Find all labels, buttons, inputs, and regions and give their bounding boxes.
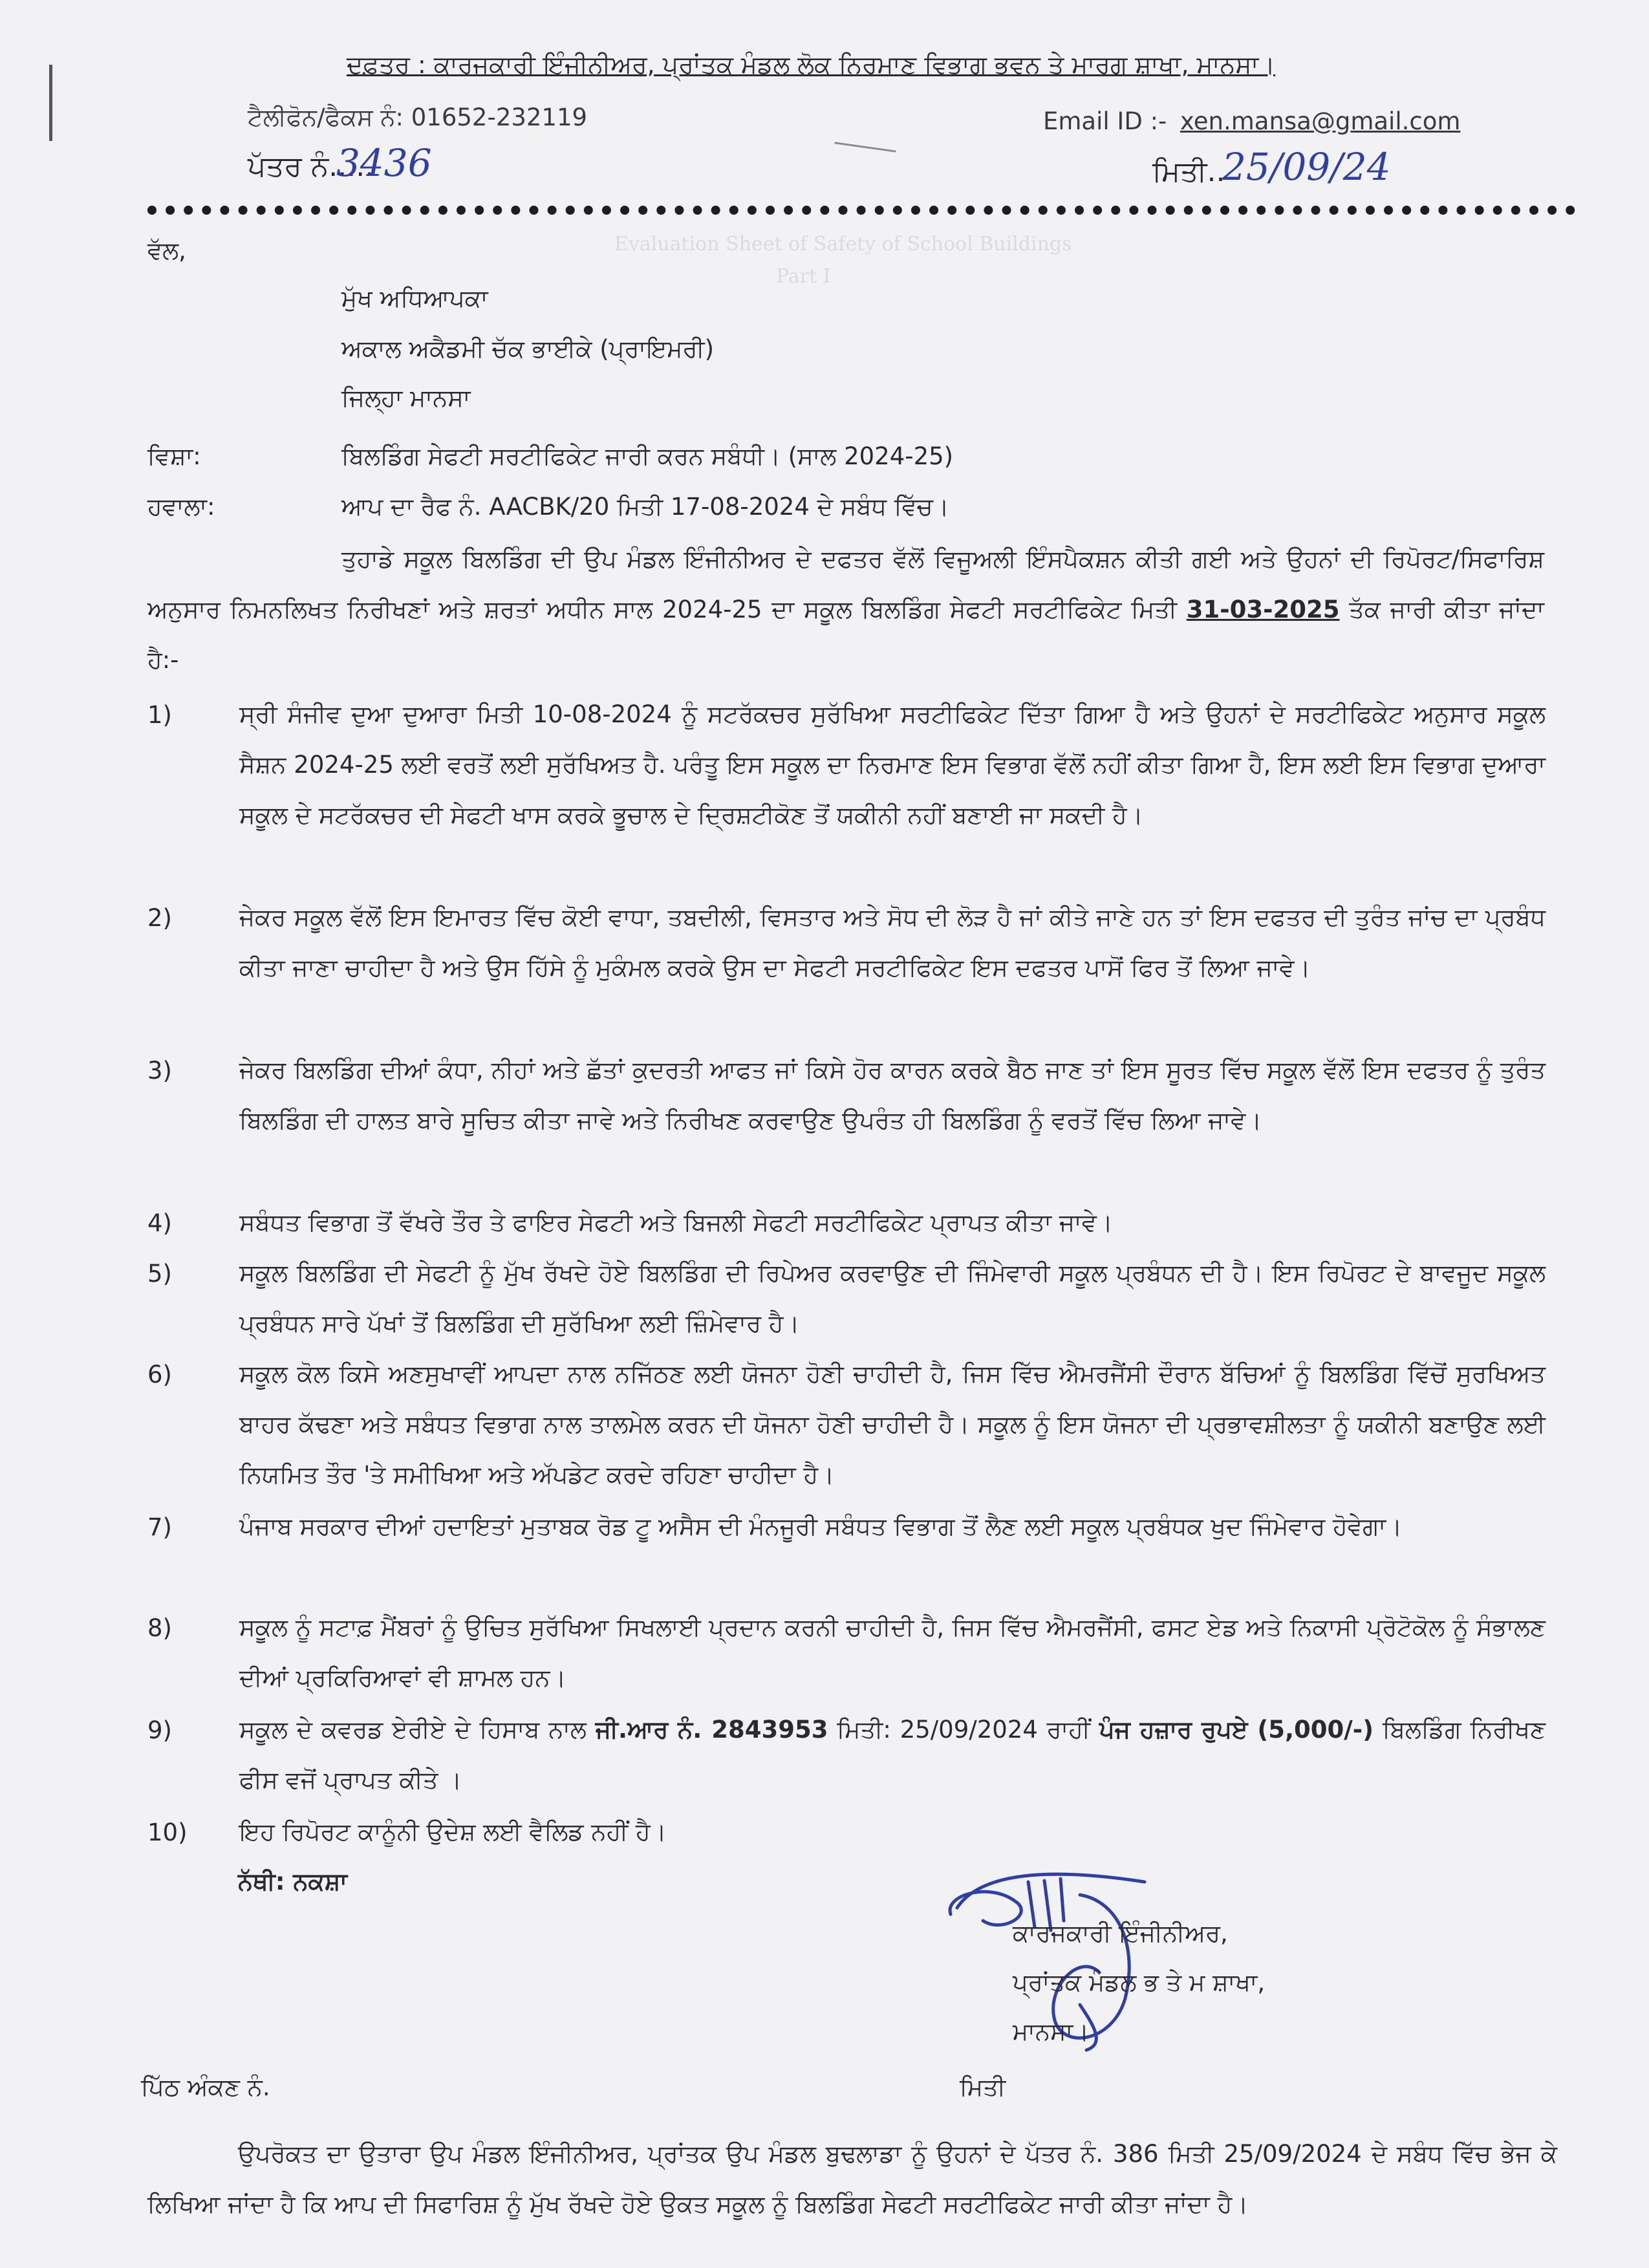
show-through-text: Evaluation Sheet of Safety of School Buildings [614, 233, 1072, 255]
item-number: 3) [147, 1057, 172, 1085]
item-text [239, 1705, 1546, 1806]
letter-number-label: ਪੱਤਰ ਨੰ..... [248, 150, 374, 183]
fee-amount: ਪੰਜ ਹਜ਼ਾਰ ਰੁਪਏ (5,000/-) [1099, 1716, 1374, 1744]
item-text: ਪੰਜਾਬ ਸਰਕਾਰ ਦੀਆਂ ਹਦਾਇਤਾਂ ਮੁਤਾਬਕ ਰੋਡ ਟੂ ਅਸੈਸ ਦੀ ਮੰਨਜੂਰੀ ਸਬੰਧਤ ਵਿਭਾਗ ਤੋਂ ਲੈਣ ਲਈ ਸਕੂਲ ਪ੍ਰਬੰਧਕ ਖੁਦ ਜਿੰਮੇਵਾਰ ਹੋਵੇਗਾ। [239, 1513, 1403, 1540]
item-text: ਇਹ ਰਿਪੋਰਟ ਕਾਨੂੰਨੀ ਉਦੇਸ਼ ਲਈ ਵੈਲਿਡ ਨਹੀਂ ਹੈ। [239, 1818, 667, 1846]
intro-paragraph [147, 534, 1544, 686]
fee-text: ਸਕੂਲ ਦੇ ਕਵਰਡ ਏਰੀਏ ਦੇ ਹਿਸਾਬ ਨਾਲ [239, 1716, 587, 1744]
item-number: 4) [147, 1209, 172, 1237]
intro-text: ਤੁਹਾਡੇ ਸਕੂਲ ਬਿਲਡਿੰਗ ਦੀ ਉਪ ਮੰਡਲ ਇੰਜੀਨੀਅਰ ਦੇ ਦਫਤਰ ਵੱਲੋਂ ਵਿਜੂਅਲੀ ਇੰਸਪੈਕਸ਼ਨ ਕੀਤੀ ਗਈ ਅਤੇ ਉਹਨਾਂ ਦੀ ਰਿਪੋਰਟ/ਸਿਫਾਰਿਸ਼ ਅਨੁਸਾਰ ਨਿਮਨਲਿਖਤ ਨਿਰੀਖਣਾਂ ਅਤੇ ਸ਼ਰਤਾਂ ਅਧੀਨ ਸਾਲ 2024-25 ਦਾ ਸਕੂਲ ਬਿਲਡਿੰਗ ਸੇਫਟੀ ਸਰਟੀਫਿਕੇਟ ਮਿਤੀ [147, 545, 1544, 623]
item-number: 5) [147, 1260, 172, 1288]
item-number: 7) [147, 1513, 172, 1541]
show-through-text: Part I [776, 265, 831, 288]
receipt-number: ਜੀ.ਆਰ ਨੰ. 2843953 [595, 1716, 828, 1744]
item-number: 9) [147, 1716, 172, 1744]
item-text: ਸਬੰਧਤ ਵਿਭਾਗ ਤੋਂ ਵੱਖਰੇ ਤੌਰ ਤੇ ਫਾਇਰ ਸੇਫਟੀ ਅਤੇ ਬਿਜਲੀ ਸੇਫਟੀ ਸਰਟੀਫਿਕੇਟ ਪ੍ਰਾਪਤ ਕੀਤਾ ਜਾਵੇ। [239, 1209, 1113, 1237]
header-divider [147, 206, 1575, 215]
item-number: 10) [147, 1819, 188, 1846]
fee-text: ਬਿਲਡਿੰਗ ਨਿਰੀਖਣ ਫੀਸ ਵਜੋਂ ਪ੍ਰਾਪਤ ਕੀਤੇ । [239, 1716, 1546, 1794]
endorsement-number-label: ਪਿੱਠ ਅੰਕਣ ਨੰ. [141, 2073, 270, 2101]
margin-mark [49, 65, 52, 141]
endorsement-date-label: ਮਿਤੀ [960, 2073, 1006, 2101]
endorsement-paragraph: ਉਪਰੋਕਤ ਦਾ ਉਤਾਰਾ ਉਪ ਮੰਡਲ ਇੰਜੀਨੀਅਰ, ਪ੍ਰਾਂਤਕ ਉਪ ਮੰਡਲ ਬੁਢਲਾਡਾ ਨੂੰ ਉਹਨਾਂ ਦੇ ਪੱਤਰ ਨੰ. 386 ਮਿਤੀ 25/09/2024 ਦੇ ਸਬੰਧ ਵਿੱਚ ਭੇਜ ਕੇ ਲਿਖਿਆ ਜਾਂਦਾ ਹੈ ਕਿ ਆਪ ਦੀ ਸਿਫਾਰਿਸ਼ ਨੂੰ ਮੁੱਖ ਰੱਖਦੇ ਹੋਏ ਉਕਤ ਸਕੂਲ ਨੂੰ ਬਿਲਡਿੰਗ ਸੇਫਟੀ ਸਰਟੀਫਿਕੇਟ ਜਾਰੀ ਕੀਤਾ ਜਾਂਦਾ ਹੈ। [147, 2140, 1557, 2218]
reference-label: ਹਵਾਲਾ: [147, 493, 215, 521]
item-text: ਜੇਕਰ ਸਕੂਲ ਵੱਲੋਂ ਇਸ ਇਮਾਰਤ ਵਿੱਚ ਕੋਈ ਵਾਧਾ, ਤਬਦੀਲੀ, ਵਿਸਤਾਰ ਅਤੇ ਸੋਧ ਦੀ ਲੋੜ ਹੈ ਜਾਂ ਕੀਤੇ ਜਾਣੇ ਹਨ ਤਾਂ ਇਸ ਦਫਤਰ ਦੀ ਤੁਰੰਤ ਜਾਂਚ ਦਾ ਪ੍ਰਬੰਧ ਕੀਤਾ ਜਾਣਾ ਚਾਹੀਦਾ ਹੈ ਅਤੇ ਉਸ ਹਿੱਸੇ ਨੂੰ ਮੁਕੰਮਲ ਕਰਕੇ ਉਸ ਦਾ ਸੇਫਟੀ ਸਰਟੀਫਿਕੇਟ ਇਸ ਦਫਤਰ ਪਾਸੋਂ ਫਿਰ ਤੋਂ ਲਿਆ ਜਾਵੇ। [239, 903, 1546, 982]
office-header: ਦਫ਼ਤਰ : ਕਾਰਜਕਾਰੀ ਇੰਜੀਨੀਅਰ, ਪ੍ਰਾਂਤਕ ਮੰਡਲ ਲੋਕ ਨਿਰਮਾਣ ਵਿਭਾਗ ਭਵਨ ਤੇ ਮਾਰਗ ਸ਼ਾਖਾ, ਮਾਨਸਾ। [347, 50, 1276, 79]
valid-till-date: 31-03-2025 [1186, 596, 1340, 623]
item-text: ਸਕੂਲ ਬਿਲਡਿੰਗ ਦੀ ਸੇਫਟੀ ਨੂੰ ਮੁੱਖ ਰੱਖਦੇ ਹੋਏ ਬਿਲਡਿੰਗ ਦੀ ਰਿਪੇਅਰ ਕਰਵਾਉਣ ਦੀ ਜਿੰਮੇਵਾਰੀ ਸਕੂਲ ਪ੍ਰਬੰਧਨ ਦੀ ਹੈ। ਇਸ ਰਿਪੋਰਟ ਦੇ ਬਾਵਜੂਦ ਸਕੂਲ ਪ੍ਰਬੰਧਨ ਸਾਰੇ ਪੱਖਾਂ ਤੋਂ ਬਿਲਡਿੰਗ ਦੀ ਸੁਰੱਖਿਆ ਲਈ ਜ਼ਿੰਮੇਵਾਰ ਹੈ। [239, 1259, 1546, 1337]
signatory-place: ਮਾਨਸਾ। [1013, 2018, 1090, 2046]
addressee-line: ਮੁੱਖ ਅਧਿਆਪਕਾ [341, 285, 488, 312]
date-handwritten: 25/09/24 [1222, 145, 1391, 189]
to-label: ਵੱਲ, [147, 237, 186, 265]
item-text: ਸ੍ਰੀ ਸੰਜੀਵ ਦੁਆ ਦੁਆਰਾ ਮਿਤੀ 10-08-2024 ਨੂੰ ਸਟਰੱਕਚਰ ਸੁਰੱਖਿਆ ਸਰਟੀਫਿਕੇਟ ਦਿੱਤਾ ਗਿਆ ਹੈ ਅਤੇ ਉਹਨਾਂ ਦੇ ਸਰਟੀਫਿਕੇਟ ਅਨੁਸਾਰ ਸਕੂਲ ਸੈਸ਼ਨ 2024-25 ਲਈ ਵਰਤੋਂ ਲਈ ਸੁਰੱਖਿਅਤ ਹੈ. ਪਰੰਤੂ ਇਸ ਸਕੂਲ ਦਾ ਨਿਰਮਾਣ ਇਸ ਵਿਭਾਗ ਵੱਲੋਂ ਨਹੀਂ ਕੀਤਾ ਗਿਆ ਹੈ, ਇਸ ਲਈ ਇਸ ਵਿਭਾਗ ਦੁਆਰਾ ਸਕੂਲ ਦੇ ਸਟਰੱਕਚਰ ਦੀ ਸੇਫਟੀ ਖਾਸ ਕਰਕੇ ਭੂਚਾਲ ਦੇ ਦ੍ਰਿਸ਼ਟੀਕੋਣ ਤੋਂ ਯਕੀਨੀ ਨਹੀਂ ਬਣਾਈ ਜਾ ਸਕਦੀ ਹੈ। [239, 700, 1546, 829]
item-text: ਸਕੂਲ ਨੂੰ ਸਟਾਫ਼ ਮੈਂਬਰਾਂ ਨੂੰ ਉਚਿਤ ਸੁਰੱਖਿਆ ਸਿਖਲਾਈ ਪ੍ਰਦਾਨ ਕਰਨੀ ਚਾਹੀਦੀ ਹੈ, ਜਿਸ ਵਿੱਚ ਐਮਰਜੈਂਸੀ, ਫਸਟ ਏਡ ਅਤੇ ਨਿਕਾਸੀ ਪ੍ਰੋਟੋਕੋਲ ਨੂੰ ਸੰਭਾਲਣ ਦੀਆਂ ਪ੍ਰਕਿਰਿਆਵਾਂ ਵੀ ਸ਼ਾਮਲ ਹਨ। [239, 1614, 1546, 1692]
reference-text: ਆਪ ਦਾ ਰੈਫ ਨੰ. AACBK/20 ਮਿਤੀ 17-08-2024 ਦੇ ਸਬੰਧ ਵਿੱਚ। [341, 493, 949, 521]
item-text: ਜੇਕਰ ਬਿਲਡਿੰਗ ਦੀਆਂ ਕੰਧਾ, ਨੀਹਾਂ ਅਤੇ ਛੱਤਾਂ ਕੁਦਰਤੀ ਆਫਤ ਜਾਂ ਕਿਸੇ ਹੋਰ ਕਾਰਨ ਕਰਕੇ ਬੈਠ ਜਾਣ ਤਾਂ ਇਸ ਸੂਰਤ ਵਿੱਚ ਸਕੂਲ ਵੱਲੋਂ ਇਸ ਦਫਤਰ ਨੂੰ ਤੁਰੰਤ ਬਿਲਡਿੰਗ ਦੀ ਹਾਲਤ ਬਾਰੇ ਸੂਚਿਤ ਕੀਤਾ ਜਾਵੇ ਅਤੇ ਨਿਰੀਖਣ ਕਰਵਾਉਣ ਉਪਰੰਤ ਹੀ ਬਿਲਡਿੰਗ ਨੂੰ ਵਰਤੋਂ ਵਿੱਚ ਲਿਆ ਜਾਵੇ। [239, 1056, 1546, 1134]
email-address: xen.mansa@gmail.com [1180, 107, 1461, 135]
subject-label: ਵਿਸ਼ਾ: [147, 442, 201, 470]
date-label: ਮਿਤੀ.. [1152, 155, 1225, 188]
fee-text: ਮਿਤੀ: 25/09/2024 ਰਾਹੀਂ [837, 1716, 1091, 1744]
item-number: 2) [147, 904, 172, 932]
email-label: Email ID :- [1043, 107, 1167, 135]
phone-fax: ਟੈਲੀਫੋਨ/ਫੈਕਸ ਨੰ: 01652-232119 [248, 103, 588, 131]
item-number: 8) [147, 1614, 172, 1642]
enclosure: ਨੱਥੀ: ਨਕਸ਼ਾ [238, 1868, 347, 1895]
addressee-line: ਜਿਲ੍ਹਾ ਮਾਨਸਾ [341, 384, 471, 412]
signatory-office: ਪ੍ਰਾਂਤਕ ਮੰਡਲ ਭ ਤੇ ਮ ਸ਼ਾਖਾ, [1013, 1969, 1266, 1996]
item-number: 1) [147, 701, 172, 729]
subject-text: ਬਿਲਡਿੰਗ ਸੇਫਟੀ ਸਰਟੀਫਿਕੇਟ ਜਾਰੀ ਕਰਨ ਸਬੰਧੀ। (ਸਾਲ 2024-25) [341, 442, 954, 470]
letter-number-handwritten: 3436 [336, 141, 432, 185]
item-number: 6) [147, 1361, 172, 1388]
intro-tail: ਤੱਕ ਜਾਰੀ ਕੀਤਾ ਜਾਂਦਾ ਹੈ:- [147, 596, 1545, 674]
item-text: ਸਕੂਲ ਕੋਲ ਕਿਸੇ ਅਣਸੁਖਾਵੀਂ ਆਪਦਾ ਨਾਲ ਨਜਿੱਠਣ ਲਈ ਯੋਜਨਾ ਹੋਣੀ ਚਾਹੀਦੀ ਹੈ, ਜਿਸ ਵਿੱਚ ਐਮਰਜੈਂਸੀ ਦੌਰਾਨ ਬੱਚਿਆਂ ਨੂੰ ਬਿਲਡਿੰਗ ਵਿੱਚੋਂ ਸੁਰਖਿਅਤ ਬਾਹਰ ਕੱਢਣਾ ਅਤੇ ਸਬੰਧਤ ਵਿਭਾਗ ਨਾਲ ਤਾਲਮੇਲ ਕਰਨ ਦੀ ਯੋਜਨਾ ਹੋਣੀ ਚਾਹੀਦੀ ਹੈ। ਸਕੂਲ ਨੂੰ ਇਸ ਯੋਜਨਾ ਦੀ ਪ੍ਰਭਾਵਸ਼ੀਲਤਾ ਨੂੰ ਯਕੀਨੀ ਬਣਾਉਣ ਲਈ ਨਿਯਮਿਤ ਤੌਰ 'ਤੇ ਸਮੀਖਿਆ ਅਤੇ ਅੱਪਡੇਟ ਕਰਦੇ ਰਹਿਣਾ ਚਾਹੀਦਾ ਹੈ। [239, 1360, 1546, 1489]
stray-mark [834, 142, 896, 152]
signatory-designation: ਕਾਰਜਕਾਰੀ ਇੰਜੀਨੀਅਰ, [1013, 1919, 1228, 1947]
addressee-line: ਅਕਾਲ ਅਕੈਡਮੀ ਚੱਕ ਭਾਈਕੇ (ਪ੍ਰਾਇਮਰੀ) [341, 335, 715, 363]
